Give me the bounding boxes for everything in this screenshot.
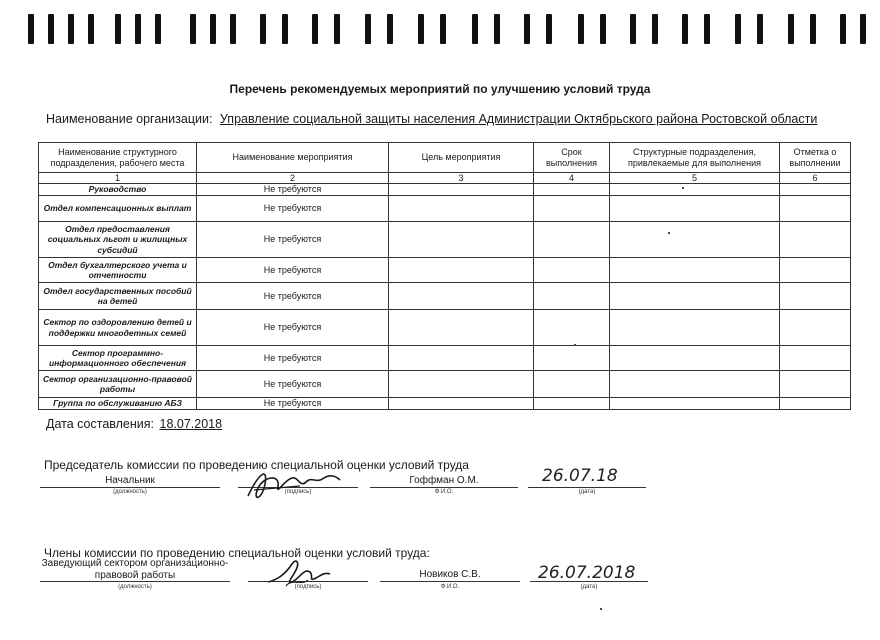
chairman-signature	[240, 466, 350, 506]
member-signature-caption: (подпись)	[294, 584, 322, 590]
measure-cell: Не требуются	[197, 371, 389, 398]
member-position: Заведующий сектором организационно-правовой работы	[41, 558, 229, 581]
column-number: 1	[39, 173, 197, 184]
member-position-caption: (должность)	[118, 584, 152, 590]
member-name-line	[380, 581, 520, 582]
table-row	[39, 283, 851, 310]
chairman-position-caption: (должность)	[113, 489, 147, 495]
chairman-name-caption: Ф.И.О.	[434, 489, 454, 495]
measure-cell: Не требуются	[197, 310, 389, 346]
chairman-name: Гоффман О.М.	[409, 475, 479, 486]
header-department: Наименование структурного подразделения, рабочего места	[39, 143, 197, 173]
organization-line	[46, 112, 817, 126]
organization-name: Управление социальной защиты населения Администрации Октябрьского района Ростовской области	[219, 112, 818, 126]
department-cell: Отдел бухгалтерского учета и отчетности	[39, 258, 197, 283]
header-goal: Цель мероприятия	[389, 143, 534, 173]
measure-cell: Не требуются	[197, 346, 389, 371]
column-number-row	[39, 173, 851, 184]
compilation-date-value: 18.07.2018	[159, 417, 223, 431]
chairman-date: 26.07.18	[542, 466, 618, 486]
member-date: 26.07.2018	[538, 563, 636, 583]
member-position-line	[40, 581, 230, 582]
department-cell: Отдел предоставления социальных льгот и жилищных субсидий	[39, 222, 197, 258]
table-row	[39, 196, 851, 222]
scan-speck	[600, 608, 602, 610]
measures-table	[38, 142, 851, 410]
scan-speck	[574, 344, 576, 346]
member-name-caption: Ф.И.О.	[440, 584, 460, 590]
compilation-date-label: Дата составления:	[46, 417, 155, 431]
column-number: 5	[610, 173, 780, 184]
department-cell: Сектор по оздоровлению детей и поддержки многодетных семей	[39, 310, 197, 346]
header-deadline: Срок выполнения	[534, 143, 610, 173]
measure-cell: Не требуются	[197, 222, 389, 258]
table-row	[39, 310, 851, 346]
chairman-date-caption: (дата)	[578, 489, 596, 495]
member-name: Новиков С.В.	[419, 569, 481, 580]
department-cell: Руководство	[39, 184, 197, 196]
department-cell: Сектор программно-информационного обеспечения	[39, 346, 197, 371]
column-number: 6	[780, 173, 851, 184]
chairman-position: Начальник	[105, 475, 155, 486]
measure-cell: Не требуются	[197, 258, 389, 283]
department-cell: Отдел государственных пособий на детей	[39, 283, 197, 310]
table-header-row	[39, 143, 851, 173]
header-units: Структурные подразделения, привлекаемые для выполнения	[610, 143, 780, 173]
chairman-signature-caption: (подпись)	[284, 489, 312, 495]
organization-label: Наименование организации:	[46, 112, 213, 126]
document-title: Перечень рекомендуемых мероприятий по улучшению условий труда	[229, 82, 651, 96]
header-completion: Отметка о выполнении	[780, 143, 851, 173]
chairman-heading: Председатель комиссии по проведению специальной оценки условий труда	[44, 458, 469, 472]
compilation-date-line	[46, 417, 222, 431]
column-number: 4	[534, 173, 610, 184]
table-row	[39, 258, 851, 283]
chairman-date-line	[528, 487, 646, 488]
members-heading: Члены комиссии по проведению специальной оценки условий труда:	[44, 546, 430, 560]
chairman-position-line	[40, 487, 220, 488]
chairman-name-line	[370, 487, 518, 488]
table-row	[39, 222, 851, 258]
member-date-caption: (дата)	[580, 584, 598, 590]
header-measure: Наименование мероприятия	[197, 143, 389, 173]
table-row	[39, 371, 851, 398]
measure-cell: Не требуются	[197, 184, 389, 196]
scan-speck	[668, 232, 670, 234]
measure-cell: Не требуются	[197, 196, 389, 222]
measure-cell: Не требуются	[197, 398, 389, 410]
table-row	[39, 398, 851, 410]
scan-speck	[682, 187, 684, 189]
table-row	[39, 346, 851, 371]
department-cell: Группа по обслуживанию АБЗ	[39, 398, 197, 410]
column-number: 3	[389, 173, 534, 184]
table-row	[39, 184, 851, 196]
binder-hole-marks	[20, 14, 870, 44]
measure-cell: Не требуются	[197, 283, 389, 310]
department-cell: Сектор организационно-правовой работы	[39, 371, 197, 398]
department-cell: Отдел компенсационных выплат	[39, 196, 197, 222]
column-number: 2	[197, 173, 389, 184]
